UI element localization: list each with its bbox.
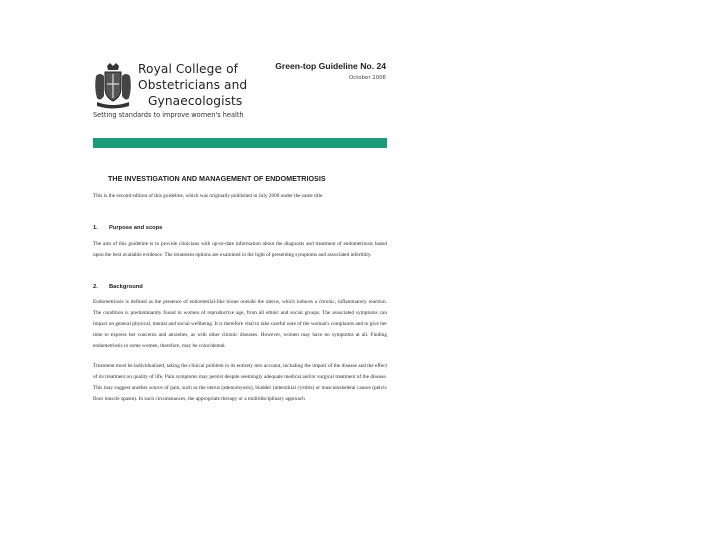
section-number: 2. <box>93 284 98 290</box>
college-tagline: Setting standards to improve women's health <box>93 111 244 119</box>
section-title: Purpose and scope <box>109 225 163 231</box>
college-name-line-1: Royal College of <box>138 62 239 76</box>
college-name-line-2: Obstetricians and <box>138 78 248 92</box>
guideline-title: Green-top Guideline No. 24 <box>275 61 386 71</box>
purpose-paragraph: The aim of this guideline is to provide clinicians with up-to-date information about the diagnosis and treatment of endometriosis based upon the best available evidence. The treatment options are examined in the light of presenting symptoms and associated infertility. <box>93 241 387 258</box>
college-name-line-3: Gynaecologists <box>148 94 243 108</box>
section-number: 1. <box>93 225 98 231</box>
guideline-date: October 2006 <box>348 75 386 81</box>
background-paragraph-1: Endometriosis is defined as the presence of endometrial-like tissue outside the uterus, which induces a chronic, inflammatory reaction. The condition is predominantly found in women of reproductive age, from all ethnic and social groups. The associated symptoms can impact on general physical, mental and social wellbeing. It is therefore vital to take careful note of the woman's complaints and to give her time to express her concerns and anxieties, as with other chronic diseases. However, women may have no symptoms at all. Finding endometriosis in some women, therefore, may be coincidental. <box>93 299 387 349</box>
section-title: Background <box>109 284 143 290</box>
section-heading-purpose <box>93 225 387 231</box>
header-band <box>93 138 387 148</box>
background-paragraph-2: Treatment must be individualised, taking the clinical problem in its entirety into account, including the impact of the disease and the effect of its treatment on quality of life. Pain symptoms may persist despite seemingly adequate medical and/or surgical treatment of the disease. This may suggest another source of pain, such as the uterus (adenomyosis), bladder (interstitial cystitis) or musculoskeletal causes (pelvic floor muscle spasm). In such circumstances, the appropriate therapy or a multidisciplinary approach <box>93 363 387 402</box>
intro-paragraph: This is the second edition of this guideline, which was originally published in July 2000 under the same title. <box>93 193 324 199</box>
document-title: THE INVESTIGATION AND MANAGEMENT OF ENDOMETRIOSIS <box>108 174 326 183</box>
college-crest-icon <box>93 62 133 110</box>
section-heading-background <box>93 284 387 290</box>
